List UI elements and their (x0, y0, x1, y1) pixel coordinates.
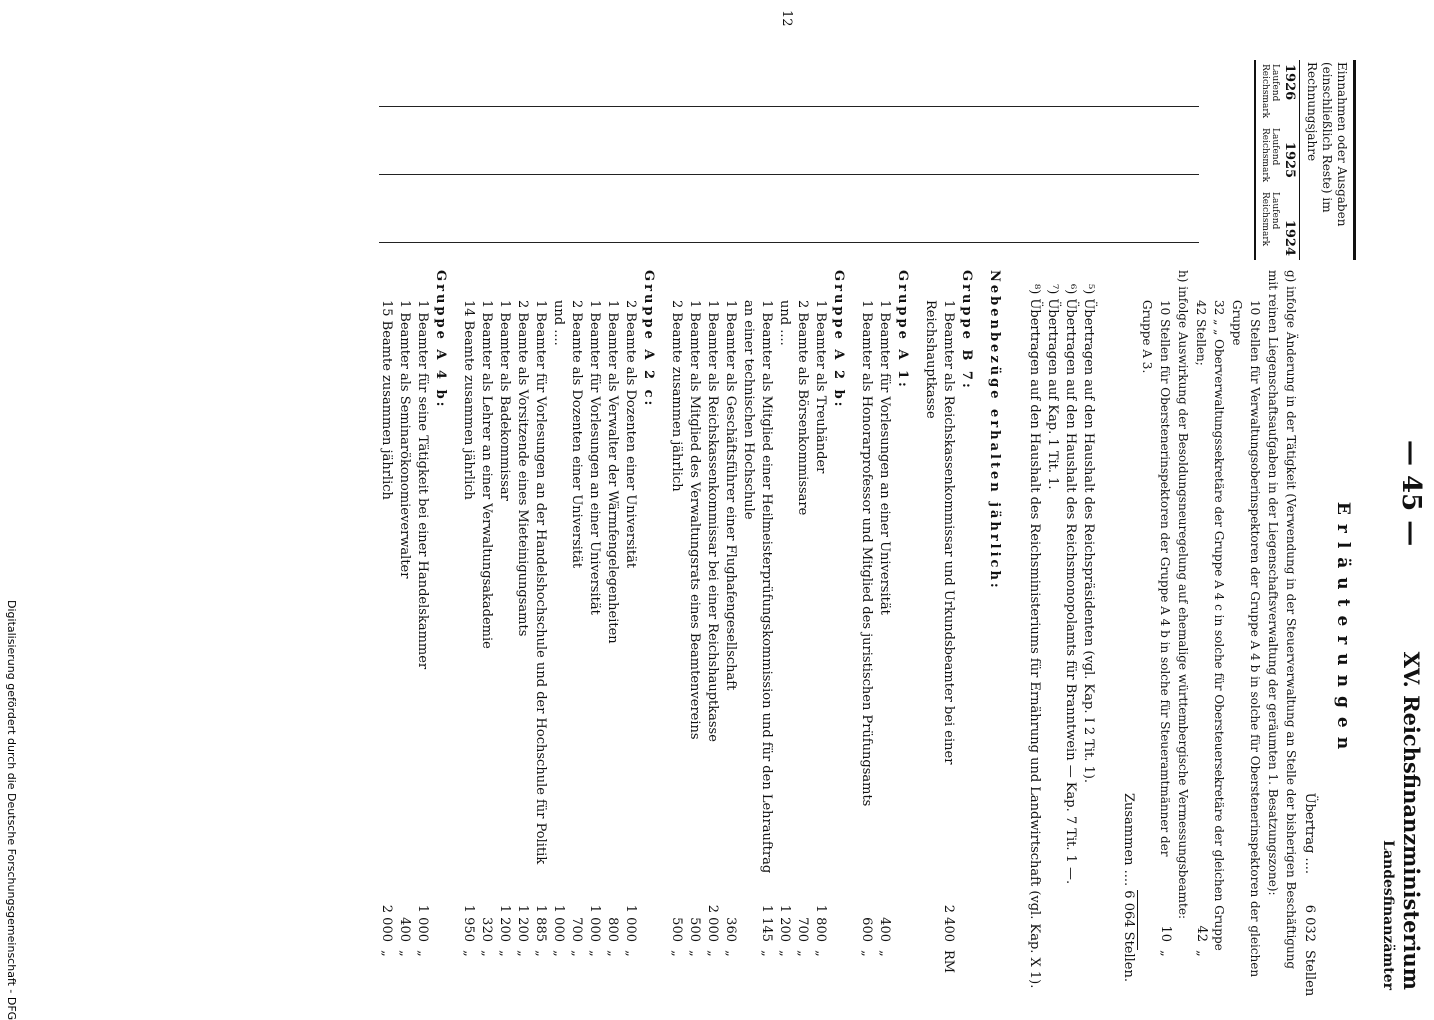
column-rule (379, 174, 1199, 175)
note-h-value: 10 (1158, 925, 1173, 942)
list-item (875, 270, 893, 990)
note-h: h) infolge Auswirkung der Besoldungsneuregelung auf ehemalige württembergische Vermessungsbeamte: (1176, 270, 1190, 920)
item-value: 2 000 (705, 904, 720, 942)
total-row (1119, 270, 1137, 990)
item-value: 1 145 (759, 904, 774, 942)
item-value: 320 (479, 917, 494, 942)
item-text: 1 Beamter als Badekommissar (497, 300, 512, 501)
list-item (413, 270, 431, 990)
item-text: 1 Beamter als Seminarökonomieverwalter (397, 300, 412, 579)
list-item (531, 270, 549, 990)
list-item (721, 270, 739, 990)
group-heading: Gruppe A 2 c: (641, 270, 656, 409)
group-heading: Gruppe B 7: (959, 270, 974, 391)
item-value: 700 (569, 917, 584, 942)
digitization-credit: Digitalisierung gefördert durch die Deutsche Forschungsgemeinschaft - DFG (5, 600, 18, 1020)
carry-row (1300, 270, 1318, 997)
group-heading: Gruppe A 1: (895, 270, 910, 390)
note-g-sum-unit: „ (1194, 950, 1209, 957)
item-unit: „ (795, 950, 810, 957)
group-heading: Gruppe A 4 b: (433, 270, 448, 410)
year-row (1280, 60, 1299, 260)
item-text: 1 Beamter als Reichskassenkommissar und Urkundsbeamter bei einer Reichshauptkasse (923, 300, 956, 765)
footnote-7: ⁷) Übertragen auf Kap. 1 Tit. 1. (1045, 284, 1060, 490)
item-value: 1 800 (813, 904, 828, 942)
table-header-title: Einnahmen oder Ausgaben (einschließlich Reste) im Rechnungsjahre (1299, 60, 1353, 260)
item-value: 1 200 (515, 904, 530, 942)
item-text: 2 Beamte als Dozenten einer Universität (623, 300, 638, 569)
item-value: 360 (723, 917, 738, 942)
unit-1926: Laufend Reichsmark (1260, 64, 1280, 119)
note-g: g) infolge Änderung in der Tätigkeit (Verwendung in der Steuerverwaltung an Stelle der bisherigen Beschäftigung mit reinen Liegenschaftsaufgaben in der Liegenschaftsverwaltung der geräumten 1. Besatzungszone): (1266, 270, 1298, 970)
note-h-line1: 10 Stellen für Oberstenerinspektoren der Gruppe A 4 b in solche für Steueramtmänner der Gruppe A 3. (1140, 300, 1172, 857)
list-item (811, 270, 829, 990)
item-value: 700 (795, 917, 810, 942)
item-value: 1 200 (777, 904, 792, 942)
list-item (921, 270, 957, 990)
list-item (585, 270, 603, 990)
list-item (513, 270, 531, 990)
item-unit: „ (379, 950, 394, 957)
item-unit: „ (705, 950, 720, 957)
item-text: und .... (551, 300, 566, 346)
year-1924: 1924 (1282, 219, 1297, 256)
item-text: 1 Beamter als Treuhänder (813, 300, 828, 474)
item-unit: „ (515, 950, 530, 957)
list-item (621, 270, 639, 990)
item-value: 1 885 (533, 904, 548, 942)
item-value: 800 (605, 917, 620, 942)
item-value: 600 (859, 917, 874, 942)
item-text: 1 Beamter für seine Tätigkeit bei einer Handelskammer (415, 300, 430, 670)
nebenbezuege-title: Nebenbezüge erhalten jährlich: (987, 270, 1002, 591)
item-unit: „ (859, 950, 874, 957)
list-item (857, 270, 875, 990)
item-text: 1 Beamter als Reichskassenkommissar bei einer Reichshauptkasse (705, 300, 720, 742)
item-value: 400 (877, 917, 892, 942)
table-header (1254, 60, 1356, 260)
list-item (395, 270, 413, 990)
item-value: 400 (397, 917, 412, 942)
footnote-8: ⁸) Übertragen auf den Haushalt des Reichsministeriums für Ernährung und Landwirtschaft (vgl. Kap. X 1). (1027, 284, 1042, 989)
item-text: 1 Beamter für Vorlesungen an einer Universität (877, 300, 892, 615)
item-text: 1 Beamter für Vorlesungen an einer Universität (587, 300, 602, 615)
list-item (549, 270, 567, 990)
year-1925: 1925 (1282, 141, 1297, 179)
item-unit: „ (877, 950, 892, 957)
item-unit: „ (759, 950, 774, 957)
list-item (459, 270, 477, 990)
subsection-title: Landesfinanzämter (1380, 840, 1396, 990)
unit-1924: Laufend Reichsmark (1260, 192, 1280, 247)
item-unit: „ (723, 950, 738, 957)
item-text: und .... (777, 300, 792, 346)
item-text: 1 Beamter als Geschäftsführer einer Flughafengesellschaft (723, 300, 738, 691)
note-g-sum-value: 42 (1194, 925, 1209, 942)
year-1926: 1926 (1282, 64, 1297, 101)
item-unit: „ (569, 950, 584, 957)
sum-rule (1137, 890, 1138, 950)
note-h-unit: „ (1158, 950, 1173, 957)
main-content (377, 270, 1356, 997)
bottom-page-number: 12 (779, 10, 794, 27)
note-g-line2: 32 „ „ Oberverwaltungssekretäre der Gruppe A 4 c in solche für Obersteuersekretäre der gleichen Gruppe (1212, 300, 1226, 951)
page-title: Erläuterungen (1333, 501, 1353, 759)
page-number: — 45 — (1396, 440, 1426, 547)
item-text: 1 Beamter als Mitglied einer Heilmeisterprüfungskommission und für den Lehrauftrag an einer technischen Hochschule (741, 300, 774, 874)
note-g-line1: 10 Stellen für Verwaltungsoberinspektoren der Gruppe A 4 b in solche für Oberstenerinspektoren der gleichen Gruppe (1230, 300, 1262, 978)
item-unit: „ (533, 950, 548, 957)
item-value: 2 400 (941, 904, 956, 942)
group-heading: Gruppe A 2 b: (831, 270, 846, 410)
item-text: 15 Beamte zusammen jährlich (379, 300, 394, 500)
footnote-6: ⁶) Übertragen auf den Haushalt des Reichsmonopolamts für Branntwein — Kap. 7 Tit. 1 —. (1063, 284, 1078, 885)
item-text: 2 Beamte als Dozenten einer Universität (569, 300, 584, 569)
groups-list (377, 270, 985, 990)
list-item (793, 270, 811, 990)
item-unit: „ (623, 950, 638, 957)
note-g-sum (1192, 270, 1210, 990)
list-item (377, 270, 395, 990)
list-item (739, 270, 775, 990)
list-item (603, 270, 621, 990)
unit-row (1254, 60, 1280, 260)
item-value: 1 000 (551, 904, 566, 942)
column-rule (379, 242, 1199, 243)
item-unit: „ (605, 950, 620, 957)
carry-label: Übertrag .... (1302, 792, 1317, 874)
item-value: 1 000 (623, 904, 638, 942)
column-rule (379, 106, 1199, 107)
item-unit: „ (777, 950, 792, 957)
item-text: 2 Beamte als Vorsitzende eines Mieteinigungsamts (515, 300, 530, 637)
section-title: XV. Reichsfinanzministerium (1399, 651, 1424, 990)
item-unit: „ (551, 950, 566, 957)
footer-strip (0, 0, 20, 1020)
item-value: 500 (687, 917, 702, 942)
table-top-rule (1353, 60, 1356, 260)
list-item (567, 270, 585, 990)
unit-1925: Laufend Reichsmark (1260, 128, 1280, 183)
item-unit: „ (461, 950, 476, 957)
item-text: 14 Beamte zusammen jährlich (461, 300, 476, 500)
item-unit: „ (687, 950, 702, 957)
list-item (703, 270, 721, 990)
item-unit: „ (397, 950, 412, 957)
item-value: 1 000 (587, 904, 602, 942)
item-unit: RM (941, 950, 956, 974)
item-text: 1 Beamter als Honorarprofessor und Mitglied des juristischen Prüfungsamts (859, 300, 874, 807)
item-text: 2 Beamte zusammen jährlich (669, 300, 684, 492)
item-unit: „ (415, 950, 430, 957)
list-item (477, 270, 495, 990)
list-item (667, 270, 685, 990)
item-value: 2 000 (379, 904, 394, 942)
footnote-5: ⁵) Übertragen auf den Haushalt des Reichspräsidenten (vgl. Kap. I 2 Tit. 1). (1081, 284, 1096, 784)
item-unit: „ (497, 950, 512, 957)
list-item (685, 270, 703, 990)
item-text: 1 Beamter für Vorlesungen an der Handelshochschule und der Hochschule für Politik (533, 300, 548, 865)
item-unit: „ (479, 950, 494, 957)
item-unit: „ (669, 950, 684, 957)
carry-unit: Stellen (1302, 950, 1317, 997)
item-unit: „ (587, 950, 602, 957)
item-text: 1 Beamter als Lehrer an einer Verwaltungsakademie (479, 300, 494, 649)
item-text: 1 Beamter als Verwalter der Wärmfengelegenheiten (605, 300, 620, 644)
item-text: 1 Beamter als Mitglied des Verwaltungsrats eines Beamtenvereins (687, 300, 702, 740)
total-label: Zusammen .... 6 064 Stellen. (1121, 792, 1136, 982)
item-value: 500 (669, 917, 684, 942)
list-item (775, 270, 793, 990)
list-item (495, 270, 513, 990)
item-text: 2 Beamte als Börsenkommissare (795, 300, 810, 516)
item-unit: „ (813, 950, 828, 957)
item-value: 1 000 (415, 904, 430, 942)
item-value: 1 200 (497, 904, 512, 942)
note-h-row (1138, 270, 1174, 990)
item-value: 1 950 (461, 904, 476, 942)
column-rules (379, 60, 1199, 260)
note-g-sum-label: 42 Stellen; (1194, 300, 1208, 366)
carry-value: 6 032 (1302, 904, 1317, 942)
